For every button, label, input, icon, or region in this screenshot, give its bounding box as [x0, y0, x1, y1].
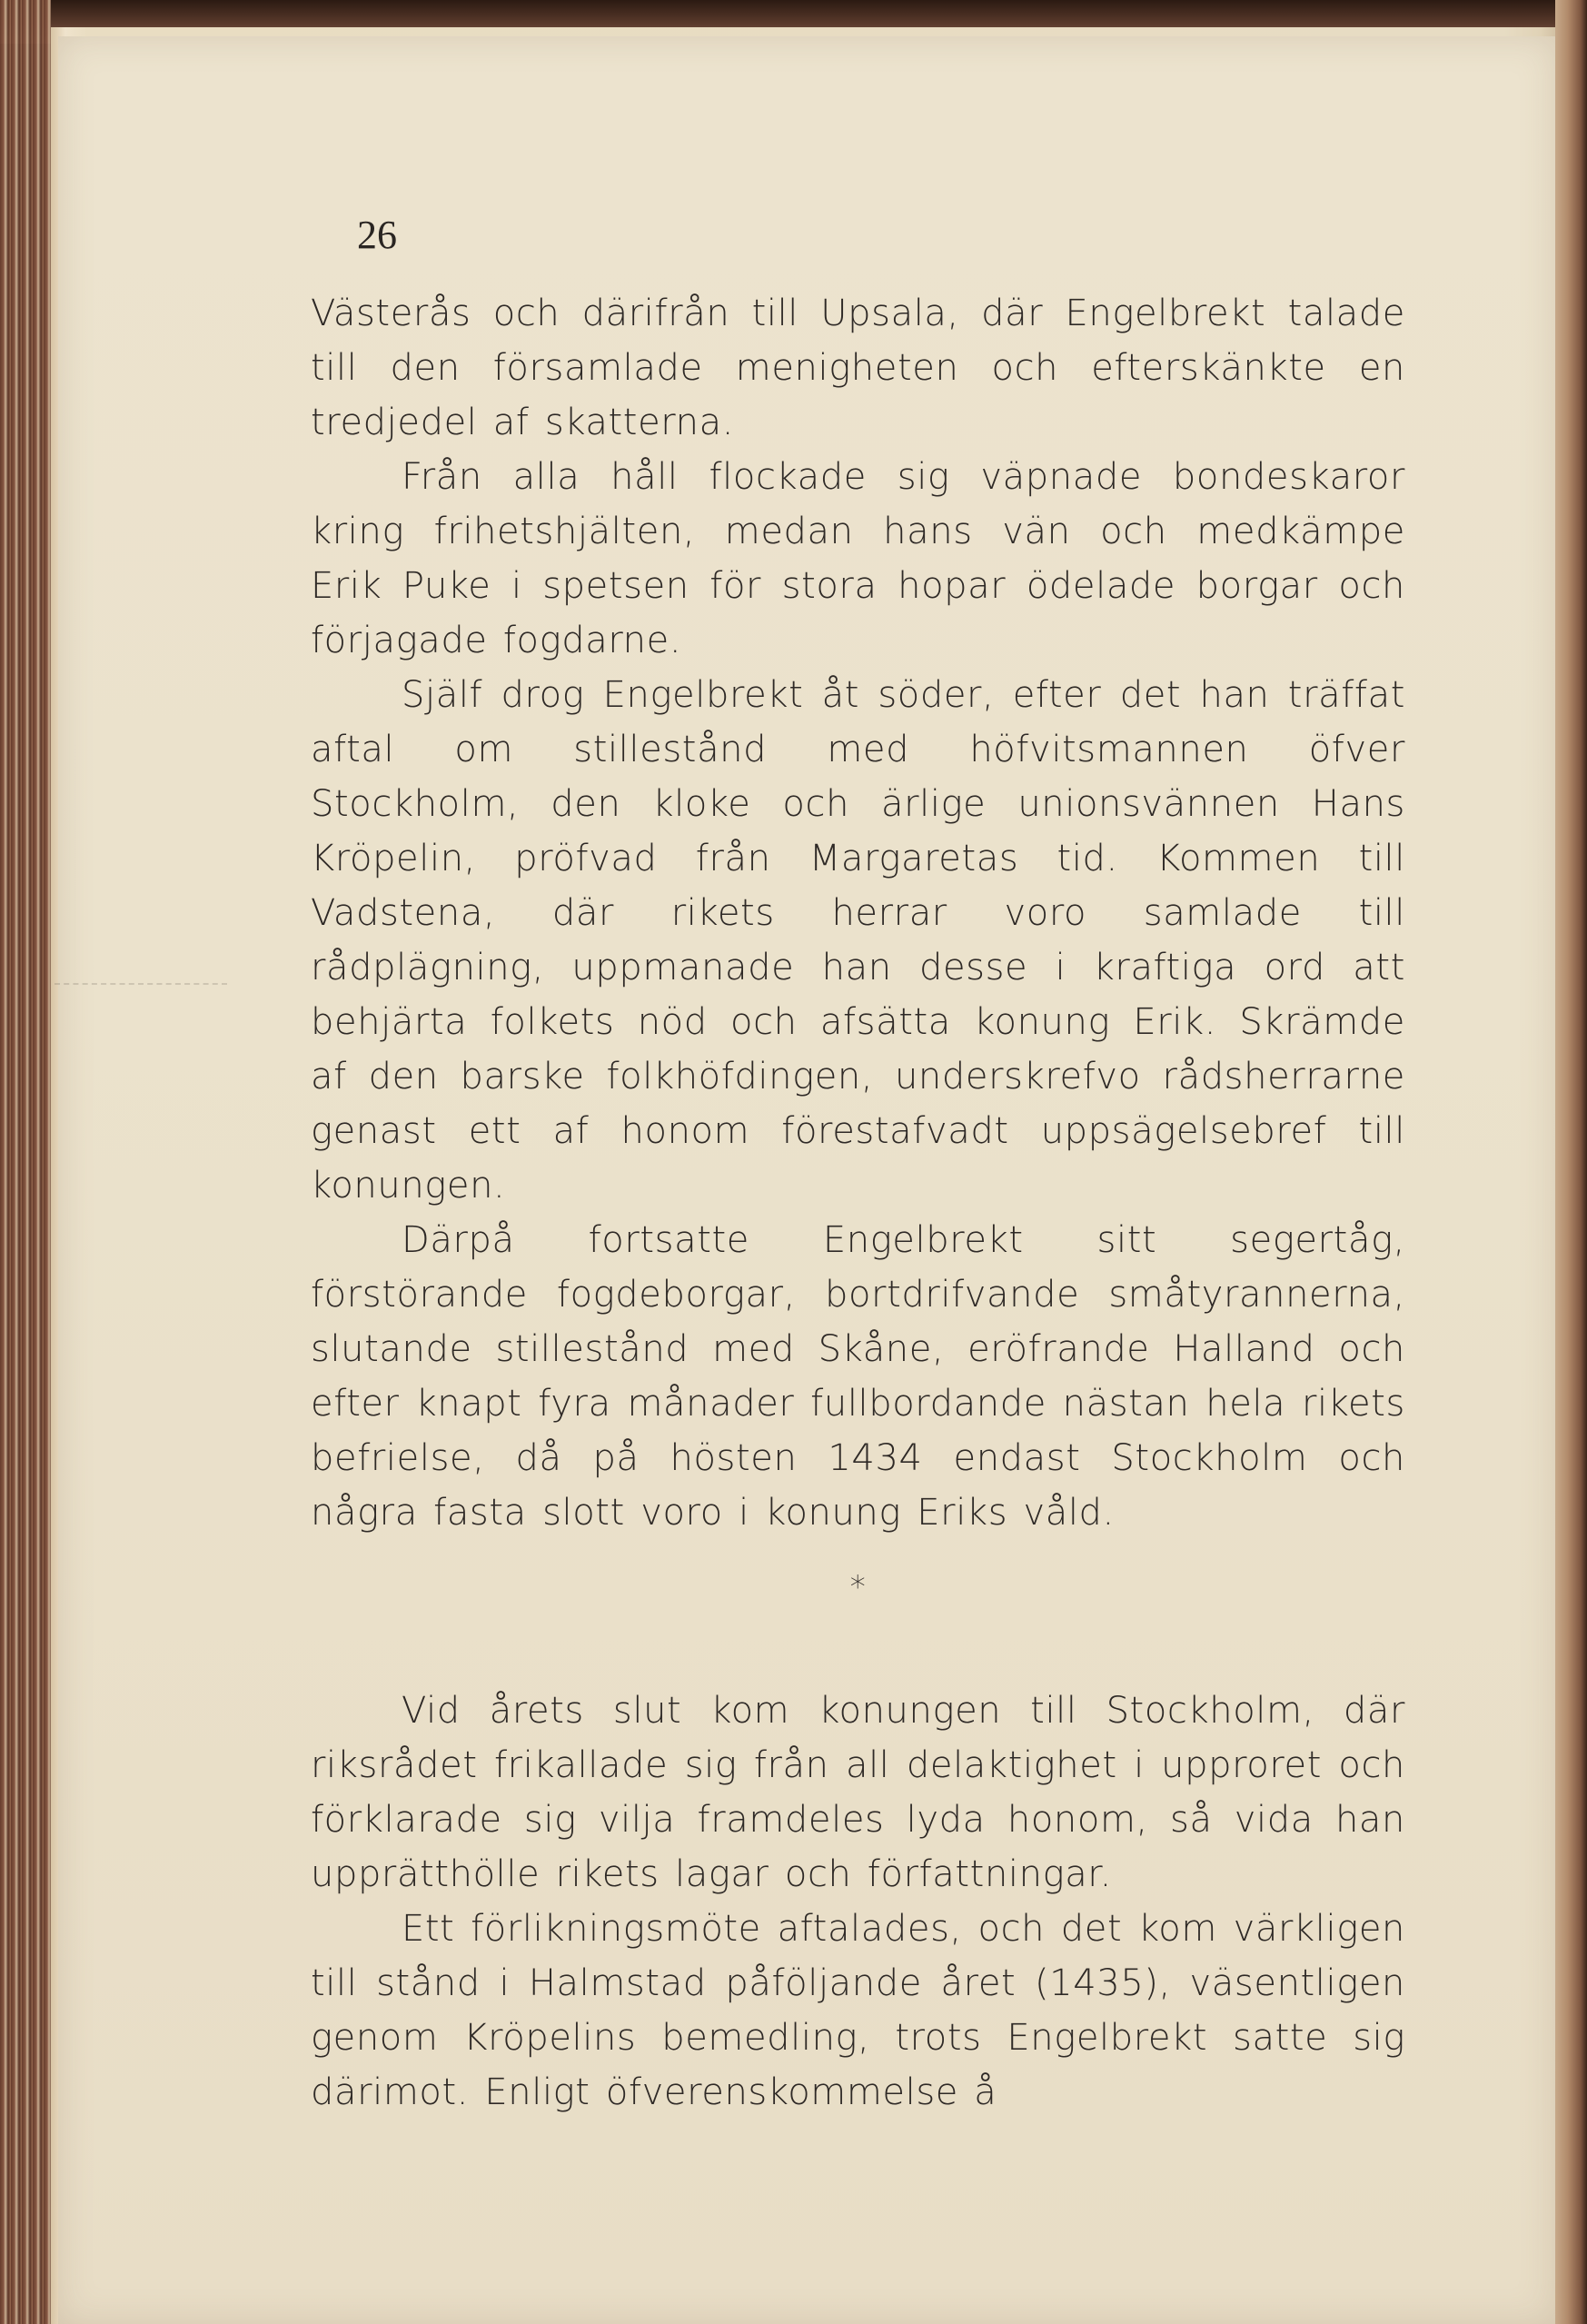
book-right-edge	[1555, 0, 1587, 2324]
margin-mark	[55, 983, 227, 985]
section-separator: *	[849, 1569, 867, 1605]
paragraph: Västerås och därifrån till Upsala, där Engelbrekt talade till den församlade menigheten och efterskänkte en tredjedel af skatterna.	[311, 293, 1405, 443]
body-text	[311, 286, 1405, 2120]
paragraph: Vid årets slut kom konungen till Stockholm, där riksrådet frikallade sig från all delaktighet i upproret och förklarade sig vilja framdeles lyda honom, så vida han upprätthölle rikets lagar och författningar.	[311, 1690, 1405, 1895]
paragraph: Själf drog Engelbrekt åt söder, efter det han träffat aftal om stillestånd med höfvitsmannen öfver Stockholm, den kloke och ärlige unionsvännen Hans Kröpelin, pröfvad från Margaretas tid. Kommen till Vadstena, där rikets herrar voro samlade till rådplägning, uppmanade han desse i kraftiga ord att behjärta folkets nöd och afsätta konung Erik. Skrämde af den barske folkhöfdingen, underskrefvo rådsherrarne genast ett af honom förestafvadt uppsägelsebref till konungen.	[311, 674, 1405, 1207]
page-number: 26	[357, 213, 397, 257]
paragraph: Ett förlikningsmöte aftalades, och det kom värkligen till stånd i Halmstad påföljande året (1435), väsentligen genom Kröpelins bemedling, trots Engelbrekt satte sig därimot. Enligt öfverenskommelse å	[311, 1908, 1405, 2113]
paragraph: Därpå fortsatte Engelbrekt sitt segertåg, förstörande fogdeborgar, bortdrifvande småtyrannerna, slutande stillestånd med Skåne, eröfrande Halland och efter knapt fyra månader fullbordande nästan hela rikets befrielse, då på hösten 1434 endast Stockholm och några fasta slott voro i konung Eriks våld.	[311, 1219, 1405, 1534]
paragraph: Från alla håll flockade sig väpnade bondeskaror kring frihetshjälten, medan hans vän och medkämpe Erik Puke i spetsen för stora hopar ödelade borgar och förjagade fogdarne.	[311, 456, 1405, 661]
book-spine	[0, 0, 51, 2324]
